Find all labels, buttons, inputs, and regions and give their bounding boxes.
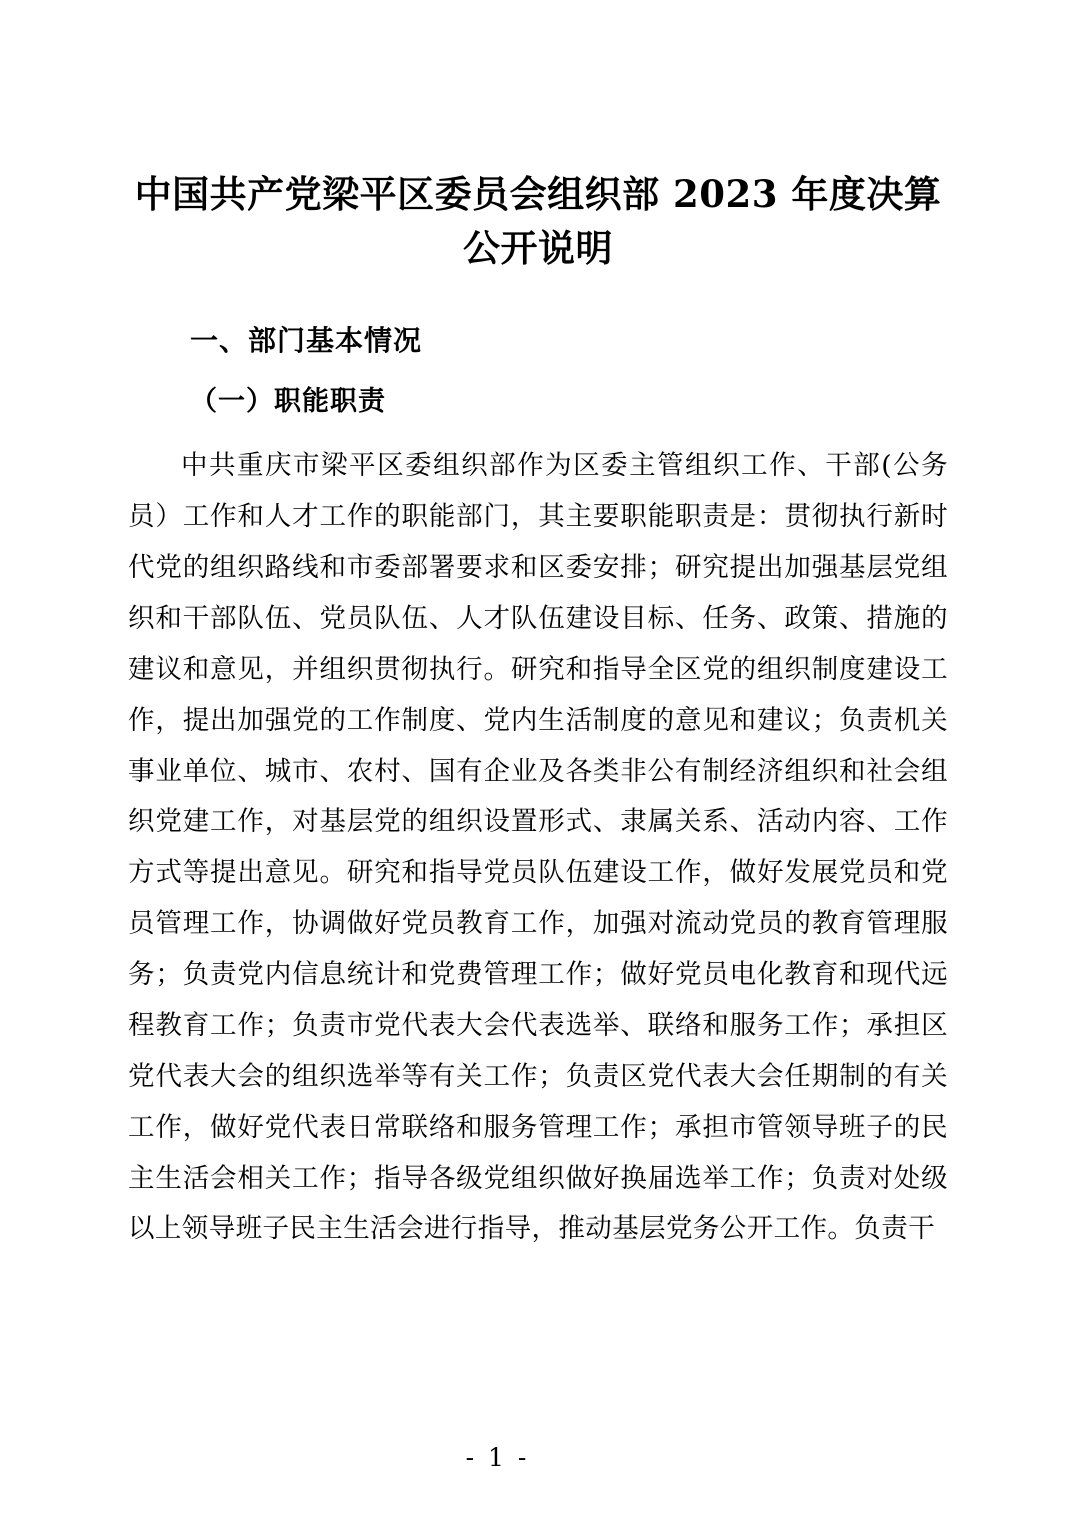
subsection-heading-duties: （一）职能职责 <box>190 386 386 418</box>
page-number: - 1 - <box>465 1443 530 1472</box>
body-paragraph-duties: 中共重庆市梁平区委组织部作为区委主管组织工作、干部(公务员）工作和人才工作的职能部门，其主要职能职责是：贯彻执行新时代党的组织路线和市委部署要求和区委安排；研究提出加强基层党组织和干部队伍、党员队伍、人才队伍建设目标、任务、政策、措施的建议和意见，并组织贯彻执行。研究和指导全区党的组织制度建设工作，提出加强党的工作制度、党内生活制度的意见和建议；负责机关事业单位、城市、农村、国有企业及各类非公有制经济组织和社会组织党建工作，对基层党的组织设置形式、隶属关系、活动内容、工作方式等提出意见。研究和指导党员队伍建设工作，做好发展党员和党员管理工作，协调做好党员教育工作，加强对流动党员的教育管理服务；负责党内信息统计和党费管理工作；做好党员电化教育和现代远程教育工作；负责市党代表大会代表选举、联络和服务工作；承担区党代表大会的组织选举等有关工作；负责区党代表大会任期制的有关工作，做好党代表日常联络和服务管理工作；承担市管领导班子的民主生活会相关工作；指导各级党组织做好换届选举工作；负责对处级以上领导班子民主生活会进行指导，推动基层党务公开工作。负责干 <box>128 450 948 1245</box>
page-title: 中国共产党梁平区委员会组织部 2023 年度决算公开说明 <box>134 172 942 270</box>
page-content <box>128 0 948 1255</box>
section-heading-basic-info: 一、部门基本情况 <box>190 324 423 358</box>
